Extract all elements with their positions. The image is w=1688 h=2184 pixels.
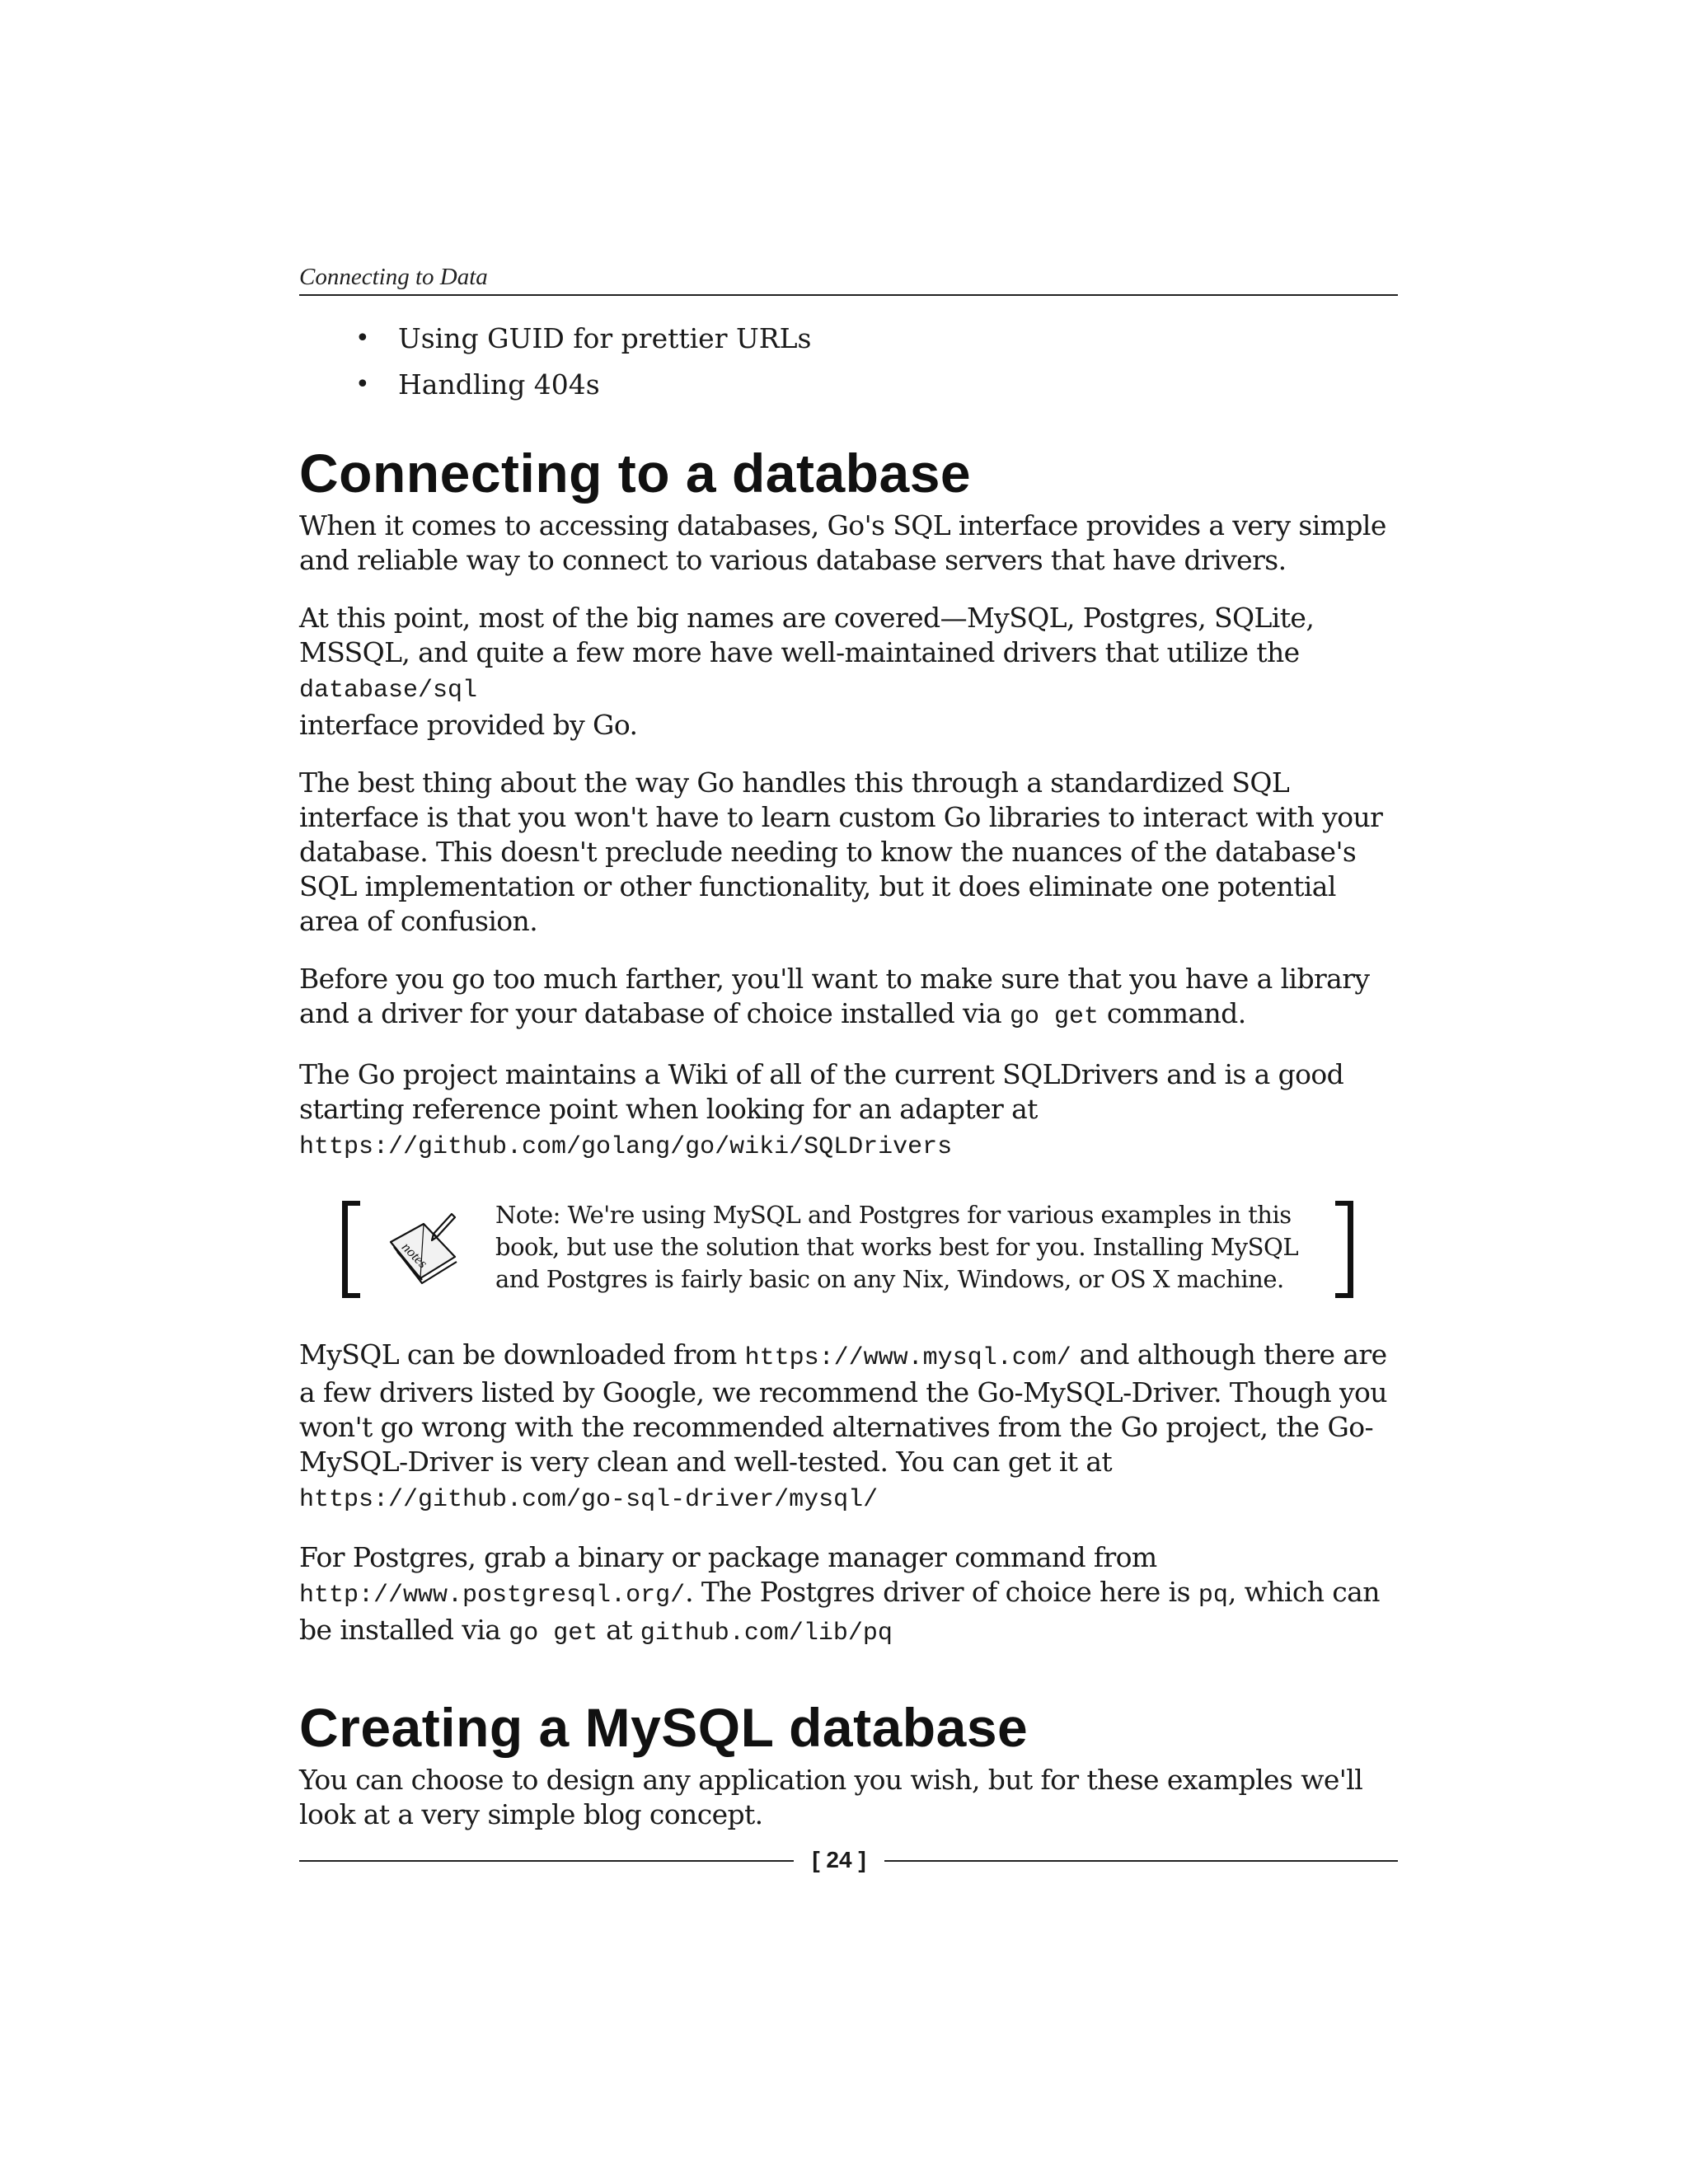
inline-code: go get	[509, 1619, 598, 1647]
paragraph-postgres: For Postgres, grab a binary or package manager command from http://www.postgresql.org/. The Postgres driver of choice here is pq, which can be installed via go get at github.com/lib/pq	[299, 1541, 1380, 1647]
bullet-icon: •	[355, 324, 370, 353]
note-box	[299, 1199, 1398, 1305]
note-text: Note: We're using MySQL and Postgres for various examples in this book, but use the solution that works best for you. Installing MySQL and Postgres is fairly basic on any Nix, Windows, or OS X machine.	[495, 1201, 1299, 1293]
inline-code: go get	[1009, 1003, 1100, 1031]
sqldrivers-url: https://github.com/golang/go/wiki/SQLDrivers	[299, 1133, 953, 1161]
go-mysql-driver-url: https://github.com/go-sql-driver/mysql/	[299, 1486, 879, 1514]
postgres-url: http://www.postgresql.org/	[299, 1582, 686, 1610]
paragraph-intro: When it comes to accessing databases, Go's SQL interface provides a very simple and reliable way to connect to various database servers that have drivers.	[299, 509, 1386, 576]
pq-url: github.com/lib/pq	[640, 1619, 893, 1647]
paragraph-blog-concept: You can choose to design any application you wish, but for these examples we'll look at a very simple blog concept.	[299, 1764, 1363, 1830]
note-bracket-right	[1335, 1201, 1353, 1298]
footer-rule-right	[884, 1860, 1398, 1862]
inline-code: database/sql	[299, 677, 478, 705]
page-footer	[299, 1844, 1398, 1877]
paragraph-big-names: At this point, most of the big names are covered—MySQL, Postgres, SQLite, MSSQL, and quite a few more have well-maintained drivers that utilize the database/sql interface provided by Go.	[299, 602, 1315, 741]
notes-icon	[382, 1209, 462, 1288]
section-heading-connecting: Connecting to a database	[299, 443, 972, 504]
footer-rule-left	[299, 1860, 794, 1862]
note-bracket-left	[342, 1201, 360, 1298]
paragraph-wiki: The Go project maintains a Wiki of all of the current SQLDrivers and is a good starting reference point when looking for an adapter at https://github.com/golang/go/wiki/SQLDrivers	[299, 1058, 1344, 1161]
mysql-url: https://www.mysql.com/	[744, 1344, 1071, 1372]
page-content	[299, 262, 1398, 1855]
list-item-text: Handling 404s	[398, 368, 600, 401]
svg-text:notes: notes	[398, 1239, 431, 1272]
page-number: [ 24 ]	[812, 1847, 866, 1872]
paragraph-go-get: Before you go too much farther, you'll want to make sure that you have a library and a driver for your database of choice installed via go get command.	[299, 963, 1370, 1031]
list-item	[299, 316, 1398, 362]
running-head: Connecting to Data	[299, 262, 1398, 296]
bullet-icon: •	[355, 370, 370, 399]
section-heading-mysql-database: Creating a MySQL database	[299, 1697, 1029, 1758]
list-item	[299, 362, 1398, 408]
inline-code: pq	[1198, 1582, 1228, 1610]
list-item-text: Using GUID for prettier URLs	[398, 322, 812, 354]
paragraph-mysql: MySQL can be downloaded from https://www.mysql.com/ and although there are a few drivers listed by Google, we recommend the Go-MySQL-Driver. Though you won't go wrong with the recommended alternatives from the Go project, the Go-MySQL-Driver is very clean and well-tested. You can get it at https://github.com/go-sql-driver/mysql/	[299, 1338, 1387, 1514]
paragraph-standardized-sql: The best thing about the way Go handles this through a standardized SQL interface is that you won't have to learn custom Go libraries to interact with your database. This doesn't preclude needing to know the nuances of the database's SQL implementation or other functionality, but it does eliminate one potential area of confusion.	[299, 766, 1383, 937]
topic-list	[299, 316, 1398, 408]
